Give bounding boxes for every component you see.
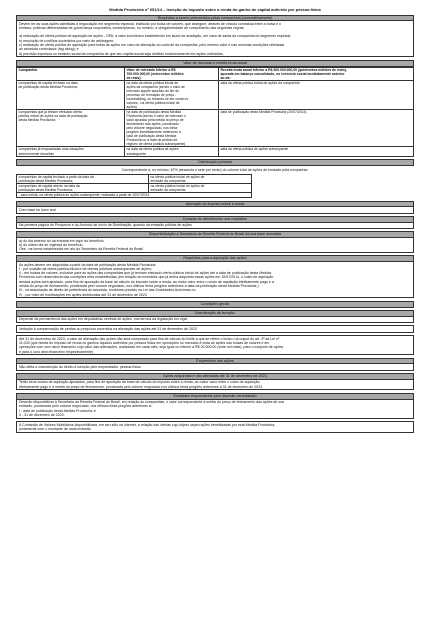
text-line: operações com ouro ativo financeiro cujo valor das alienações, realizadas em cada mês, seja igual ou inferior a R$ 20.000,00 (vinte mil reais), para o conjunto de ações xyxy=(19,345,284,350)
text-line: II - em bolsas de valores, inclusive para as ações das companhias que já tenham efetuado oferta pública inicial de ações até a data de publicação desta Medida xyxy=(19,271,271,276)
section-header-valor-mercado: Valor de mercado e receita bruta anual xyxy=(16,60,414,67)
vedacao-box xyxy=(16,325,414,332)
section-header-acoes-nao-alienadas: Ações adquiridas e não alienadas até 31 de dezembro de 2023 xyxy=(16,373,414,380)
section-header-disponibilizacao: Disponibilização à Secretaria da Receita Federal do Brasil da sua base acionária xyxy=(16,231,414,238)
text-line: emissor, práticas diferenciadas de governança corporativa, contemplando, no mínimo, a obrigatoriedade de cumprimento das seguintes regras: xyxy=(19,25,245,30)
table-cell: data da oferta pública inicial de ações da companhia xyxy=(219,80,414,109)
text-line: emissão, ponderada pelo volume negociado, nos últimos trinta pregões anteriores à: xyxy=(19,404,152,409)
section-header-duracao: Duração do atendimento aos requisitos xyxy=(16,216,414,223)
duracao-box xyxy=(16,223,414,229)
text-line: Deverão disponibilizar à Secretaria da Receita Federal do Brasil, em relação às companhias, o valor correspondente à média do preço de fechamento das ações de sua xyxy=(19,400,284,405)
table-cell: na oferta pública inicial de ações de emissão da companhia. xyxy=(149,174,252,183)
table-cell: companhias de capital fechado a partir da data da publicação desta Medida Provisória; xyxy=(17,174,149,183)
emprestimo-box xyxy=(16,364,414,370)
text-line: c) realização de oferta pública de aquisição para todas as ações em caso de alienação do controle da companhia, pelo mesmo valor e nas mesmas condições ofertadas xyxy=(19,43,285,48)
text-line: Até 31 de dezembro de 2023, o valor de alienação das ações não será computado para fins de cálculo do limite a que se refere o inciso I do caput do art. 3º da Lei nº xyxy=(19,336,280,341)
text-line: b) do último dia de vigência do benefício. xyxy=(19,242,84,247)
table-cell: companhias já enquadradas mas situações anteriormente descritas xyxy=(17,147,125,156)
text-line: b) resolução de conflitos societários por meio de arbitragem; xyxy=(19,38,115,43)
text-line: Na primeira página do Prospecto e do Anúncio de Início de Distribuição, quando da emissão pública de ações xyxy=(19,223,192,228)
text-line: Obs.: na forma estabelecida em ato do Secretário da Receita Federal do Brasil xyxy=(19,247,144,252)
requisitos-companhias-box xyxy=(16,21,414,57)
disponibilizacao-box xyxy=(16,238,414,253)
entidades-box xyxy=(16,400,414,419)
document xyxy=(16,7,414,433)
section-header-emprestimo: Empréstimo das ações xyxy=(16,358,414,365)
text-line: Não afeta a manutenção do direito à isenção pelo emprestador, pessoa física xyxy=(19,364,141,369)
apuracao-box xyxy=(16,207,414,213)
acoes-nao-alienadas-box xyxy=(16,380,414,391)
valor-mercado-table xyxy=(16,67,414,157)
table-cell: companhias de capital aberto na data da publicação desta Medida Provisória; xyxy=(17,184,149,193)
text-line: Vedação à compensação de perdas ou prejuízos incorridos na alienação das ações até 31 de dezembro de 2023 xyxy=(19,326,197,331)
text-line: juntamente com o montante de cada emissão xyxy=(19,427,91,432)
table-cell: na data da oferta pública inicial de ações da companhia (sendo o valor de mercado aquele apurado ao fim do processo de formação de preço - bookbuilding, ou levando-se em conta os valores - na oferta pública inicial de ações). xyxy=(125,80,219,109)
text-line: média do preço de fechamento, ponderada pelo volume negociado, nos últimos trinta pregões anteriores à data da publicação desta Medida Provisória.) xyxy=(19,284,259,289)
distribuicao-text: Correspondente a, no mínimo, 67% (sessenta e sete por cento) do volume total de ações de emissão pela companhia: xyxy=(121,167,309,172)
table-cell: companhias de capital fechado na data de publicação desta Medida Provisória; xyxy=(17,80,125,109)
text-line: 11.033 (que isenta do imposto de renda os ganhos líquidos auferidos por pessoa física em operações no mercado à vista de ações nas bolsas de valores e em xyxy=(19,340,270,345)
section-header-requisitos-acoes: Requisitos para a aquisição das ações xyxy=(16,255,414,262)
document-title: Medida Provisória nº 651/14 – Isenção do imposto sobre a renda do ganho de capital auferido por pessoa física xyxy=(109,7,321,12)
table-row xyxy=(17,184,252,193)
manutencao-box xyxy=(16,317,414,323)
table-row xyxy=(17,110,414,147)
text-line: II - 31 de dezembro de 2023. xyxy=(19,412,65,417)
section-header-apuracao: Apuração do imposto sobre a renda xyxy=(16,201,414,208)
table-row xyxy=(17,80,414,109)
text-line: ao acionista controlador (tag along); e xyxy=(19,47,79,52)
table-cell: data de publicação desta Medida Provisória (10/07/2014) xyxy=(219,110,414,147)
col-header-companhia: Companhia xyxy=(17,67,125,80)
section-header-entidades: Entidades responsáveis pelo depósito centralizado xyxy=(16,393,414,400)
text-line: a) do dia anterior ao da entrada em vigor do benefício xyxy=(19,238,104,243)
text-line: Provisória com observância das condições neta estabelecidas (em relação ao investidor que já tenha adquirido essas ações em 10/07/2014, o custo de aquisição xyxy=(19,275,274,280)
section-header-distribuicao: Distribuição primária xyxy=(16,159,414,166)
col-header-receita-bruta: Receita bruta anual inferior a R$ 500.000.000,00 (quinhentos milhões de reais), apurada em balanço consolidado, no exercício social imediatamente anterior ao da: xyxy=(219,67,414,80)
text-line: Devem ter as suas ações admitidas à negociação em segmento especial, instituído por bolsa de valores, que assegure, através de vínculo contratual entre a bolsa e o xyxy=(19,21,282,26)
table-header-row xyxy=(17,67,414,80)
section-header-requisitos-companhias: Requisitos a serem preenchidos pelas companhias (cumulativamente) xyxy=(16,15,414,22)
text-line: Terão seus custos de aquisição ajustados, para fins de apuração da base de cálculo do imposto sobre a renda, ao maior valor entre o custo de aquisição xyxy=(19,380,260,385)
col-header-valor-mercado: Valor de mercado inferior a R$ 700.000.000,00 (setecentos milhões de reais): xyxy=(125,67,219,80)
text-line: d) previsão expressa no estatuto social da companhia de que seu capital social seja dividido exclusivamente em ações ordinárias; xyxy=(19,51,224,56)
text-line: dessas ações será ajustado, para fins de apuração da base de cálculo do imposto sobre a renda, ao maior valor entre o custo de aquisição efetivamente pago e a xyxy=(19,279,274,284)
text-line: I - por ocasião da oferta pública inicial e de ofertas públicas subsequentes de ações; xyxy=(19,266,152,271)
table-row xyxy=(17,174,252,183)
table-cell: data da oferta pública de ações subsequente xyxy=(219,147,414,156)
table-cell: - caso exista, na oferta pública de ações subsequente, realizada a partir de 10/07/2014 xyxy=(17,193,252,198)
text-line: a) realização de oferta pública de aquisição de ações - OPA, a valor econômico estabelecido em laudo de avaliação, em caso de saída da companhia do segmento especial; xyxy=(19,34,292,39)
cvm-box xyxy=(16,421,414,433)
text-line: e para o ouro ativo financeiro respectivamente) xyxy=(19,349,94,354)
distribuicao-table xyxy=(16,174,252,198)
text-line: A Comissão de Valores Mobiliários disponibilizará, em seu sítio na internet, a relação das ofertas cujo objeto sejam ações beneficiadas por esta Medida Provisória, xyxy=(19,422,276,427)
table-cell: companhias que já tinham efetuado oferta pública inicial de ações na data de publicação desta Medida Provisória; xyxy=(17,110,125,147)
text-line: Com base no lucro real xyxy=(19,207,56,212)
requisitos-acoes-box xyxy=(16,262,414,298)
ate-2023-box xyxy=(16,335,414,355)
text-line: IV - por meio de bonificações em ações distribuídas até 31 de dezembro de 2023 xyxy=(19,292,147,297)
text-line: efetivamente pago e a média do preço de fechamento, ponderada pelo volume negociado nos últimos trinta pregões anteriores a 31 de dezembro de 2023. xyxy=(19,384,264,389)
table-row xyxy=(17,193,252,198)
text-line: As ações devem ser adquiridas a partir da data de publicação desta Medida Provisória: xyxy=(19,262,157,267)
text-line: Depende da permanência das ações em depositárias centrais de ações, nos termos da legislação em vigor xyxy=(19,317,188,322)
text-line: I - data de publicação desta Medida Provisória; e xyxy=(19,408,96,413)
table-cell: na data de publicação desta Medida Provisória (sendo o valor de mercado o valor apurado pela média do preço de fechamento das ações, ponderado pelo volume negociado, nos trinta pregões imediatamente anteriores à data de publicação desta Medida Provisória ou à data de pedido de registro de oferta pública subsequente). xyxy=(125,110,219,147)
table-cell: na oferta pública inicial de ações de emissão da companhia. xyxy=(149,184,252,193)
section-header-manutencao: Manutenção da isenção xyxy=(16,310,414,317)
section-header-condicoes-gerais: Condições gerais xyxy=(16,301,414,308)
table-row xyxy=(17,147,414,156)
table-cell: na data da oferta pública de ações subsequente xyxy=(125,147,219,156)
text-line: III - na associação de direito de preferência do acionista, conforme previsto na Lei das Sociedades Anônimas ou xyxy=(19,288,196,293)
